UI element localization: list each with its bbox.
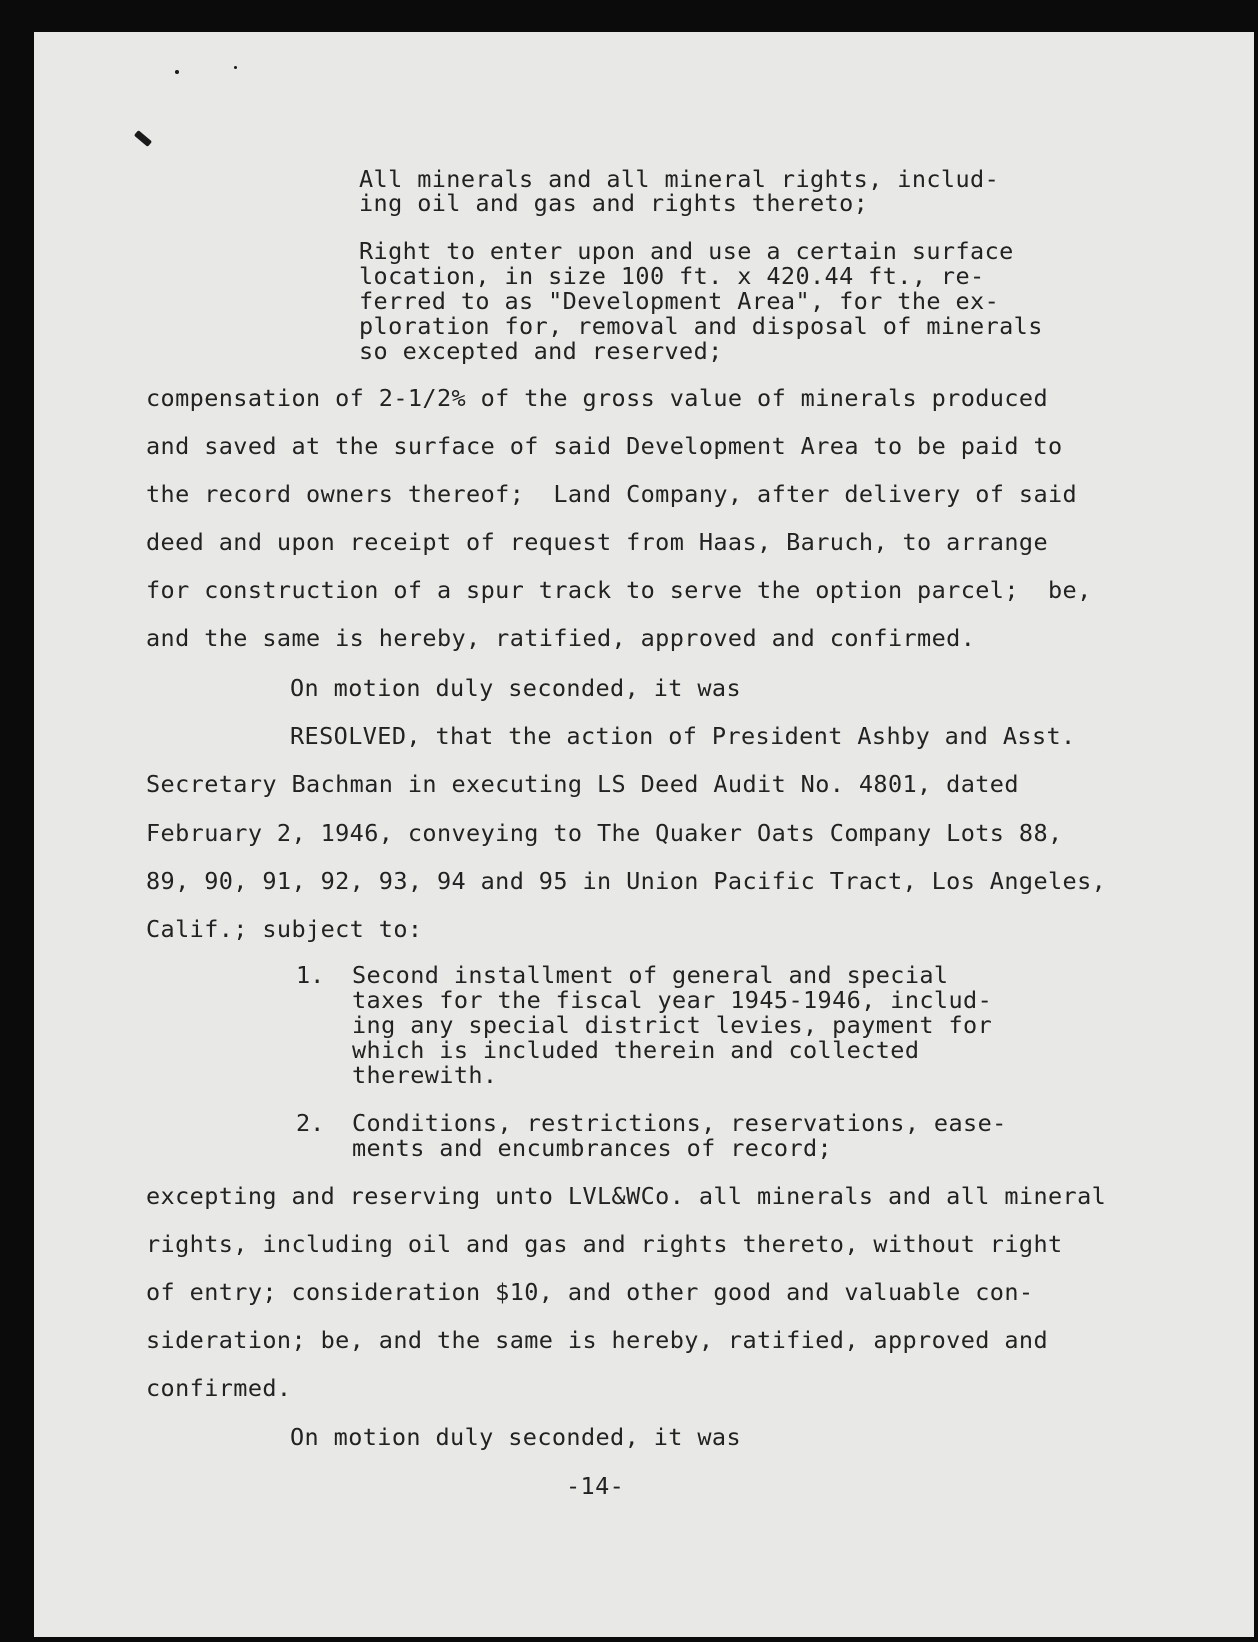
text-line: and the same is hereby, ratified, approved and confirmed. — [146, 624, 976, 652]
page-number: -14- — [566, 1472, 625, 1500]
text-line: Right to enter upon and use a certain surface — [359, 237, 1014, 265]
motion-line: On motion duly seconded, it was — [290, 1423, 741, 1451]
text-line: ing oil and gas and rights thereto; — [359, 189, 869, 217]
scan-mark — [175, 70, 179, 74]
text-line: sideration; be, and the same is hereby, ratified, approved and — [146, 1326, 1048, 1354]
text-line: therewith. — [352, 1061, 498, 1089]
list-item-number: 2. — [296, 1109, 325, 1137]
motion-line: On motion duly seconded, it was — [290, 674, 741, 702]
text-line: the record owners thereof; Land Company, after delivery of said — [146, 480, 1078, 508]
text-line: Calif.; subject to: — [146, 915, 423, 943]
text-line: taxes for the fiscal year 1945-1946, includ- — [352, 986, 993, 1014]
text-line: ploration for, removal and disposal of minerals — [359, 312, 1043, 340]
text-line: Secretary Bachman in executing LS Deed Audit No. 4801, dated — [146, 770, 1019, 798]
document-page — [34, 32, 1254, 1637]
text-line: ing any special district levies, payment for — [352, 1011, 993, 1039]
text-line: excepting and reserving unto LVL&WCo. all minerals and all mineral — [146, 1182, 1107, 1210]
text-line: of entry; consideration $10, and other good and valuable con- — [146, 1278, 1034, 1306]
text-line: deed and upon receipt of request from Haas, Baruch, to arrange — [146, 528, 1048, 556]
text-line: confirmed. — [146, 1374, 292, 1402]
text-line: compensation of 2-1/2% of the gross value of minerals produced — [146, 384, 1048, 412]
scan-mark — [134, 130, 152, 147]
text-line: rights, including oil and gas and rights thereto, without right — [146, 1230, 1063, 1258]
text-line: 89, 90, 91, 92, 93, 94 and 95 in Union Pacific Tract, Los Angeles, — [146, 867, 1107, 895]
text-line: and saved at the surface of said Development Area to be paid to — [146, 432, 1063, 460]
text-line: ferred to as "Development Area", for the ex- — [359, 287, 1000, 315]
text-line: location, in size 100 ft. x 420.44 ft., re- — [359, 262, 985, 290]
text-line: ments and encumbrances of record; — [352, 1134, 833, 1162]
text-line: February 2, 1946, conveying to The Quaker Oats Company Lots 88, — [146, 819, 1063, 847]
text-line: which is included therein and collected — [352, 1036, 920, 1064]
text-line: Second installment of general and special — [352, 961, 949, 989]
list-item-number: 1. — [296, 961, 325, 989]
text-line: Conditions, restrictions, reservations, ease- — [352, 1109, 1007, 1137]
scan-mark — [234, 66, 237, 69]
text-line: All minerals and all mineral rights, includ- — [359, 165, 1000, 193]
text-line: so excepted and reserved; — [359, 337, 723, 365]
text-line: RESOLVED, that the action of President Ashby and Asst. — [290, 722, 1076, 750]
text-line: for construction of a spur track to serve the option parcel; be, — [146, 576, 1092, 604]
